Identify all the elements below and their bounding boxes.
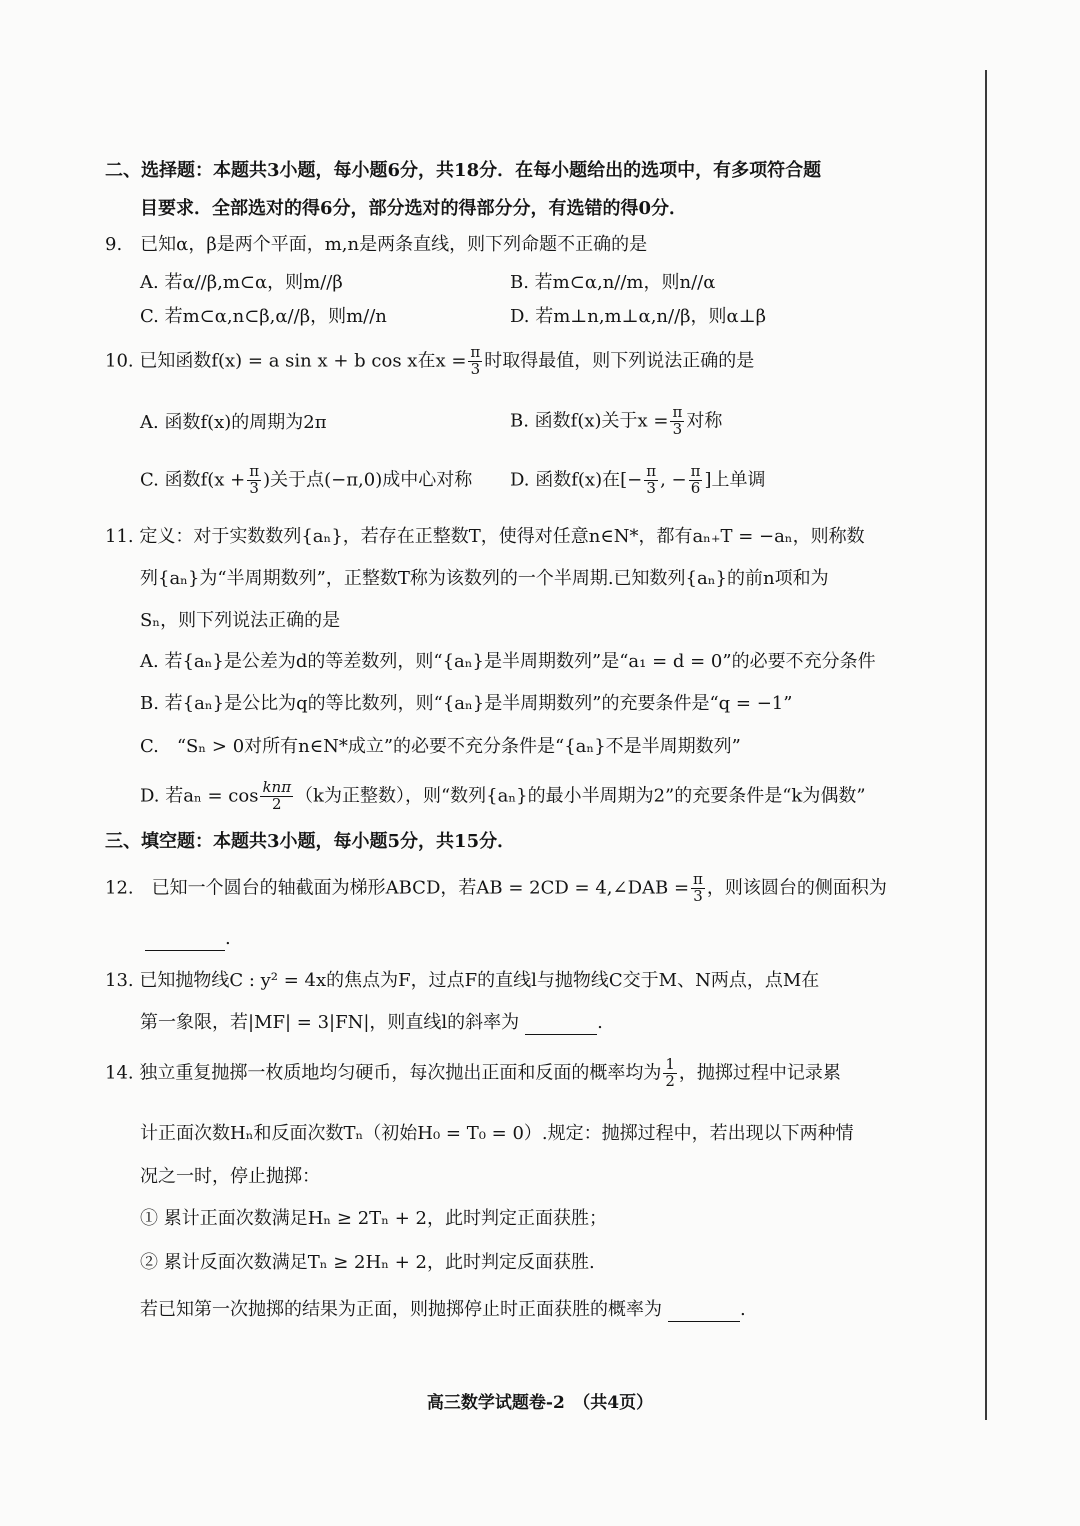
- frac-den: 3: [693, 886, 703, 905]
- frac-num: π: [690, 462, 701, 480]
- frac-num: 1: [665, 1055, 675, 1073]
- q14-condition-1: ① 累计正面次数满足Hₙ ≥ 2Tₙ + 2，此时判定正面获胜；: [140, 1208, 607, 1229]
- page-edge-line: [985, 70, 987, 1420]
- q14-condition-2: ② 累计反面次数满足Tₙ ≥ 2Hₙ + 2，此时判定反面获胜.: [140, 1252, 595, 1273]
- q10-option-a: A. 函数f(x)的周期为2π: [140, 412, 327, 433]
- frac-num: π: [470, 343, 481, 361]
- fraction-1-over-2: [663, 1057, 677, 1090]
- q11-line-2: 列{aₙ}为“半周期数列”，正整数T称为该数列的一个半周期.已知数列{aₙ}的前n项和为: [140, 568, 829, 589]
- q10-b-post: 对称: [686, 410, 723, 432]
- q10-b-pre: B. 函数f(x)关于x =: [510, 410, 669, 432]
- q13-line-1: 13. 已知抛物线C : y² = 4x的焦点为F，过点F的直线l与抛物线C交于M、N两点，点M在: [105, 970, 820, 991]
- q9-stem: 9. 已知α，β是两个平面，m,n是两条直线，则下列命题不正确的是: [105, 234, 648, 255]
- section-3-heading: 三、填空题：本题共3小题，每小题5分，共15分．: [105, 831, 516, 852]
- q11-option-b: B. 若{aₙ}是公比为q的等比数列，则“{aₙ}是半周期数列”的充要条件是“q = −1”: [140, 693, 793, 714]
- q14-end: .: [740, 1299, 746, 1320]
- q10-option-d: [510, 464, 765, 497]
- fraction-pi-over-3: [644, 464, 658, 497]
- fraction-pi-over-3: [670, 405, 684, 438]
- q12-stem: [105, 872, 887, 905]
- page-footer: 高三数学试题卷-2 （共4页）: [426, 1393, 654, 1413]
- q14-l1-pre: 14. 独立重复抛掷一枚质地均匀硬币，每次抛出正面和反面的概率均为: [105, 1062, 662, 1084]
- q10-c-post: )关于点(−π,0)成中心对称: [263, 469, 473, 491]
- q14-line-2: 计正面次数Hₙ和反面次数Tₙ（初始H₀ = T₀ = 0）.规定：抛掷过程中，若出现以下两种情: [140, 1123, 854, 1144]
- q11-d-pre: D. 若aₙ = cos: [140, 785, 259, 807]
- frac-den: 6: [690, 478, 701, 497]
- answer-blank[interactable]: [145, 928, 225, 951]
- q14-l1-post: ，抛掷过程中记录累: [678, 1062, 841, 1084]
- frac-den: 3: [672, 419, 683, 438]
- q10-stem-pre: 10. 已知函数f(x) = a sin x + b cos x在x =: [105, 350, 467, 372]
- q12-post: ，则该圆台的侧面积为: [706, 877, 887, 899]
- frac-num: π: [693, 870, 703, 888]
- q9-option-a: A. 若α//β,m⊂α，则m//β: [140, 272, 343, 293]
- q12-answer: [145, 928, 231, 951]
- frac-den: 3: [249, 478, 259, 497]
- frac-num: π: [646, 462, 657, 480]
- q12-pre: 12. 已知一个圆台的轴截面为梯形ABCD，若AB = 2CD = 4,∠DAB =: [105, 877, 690, 899]
- q10-stem: [105, 345, 754, 378]
- q11-option-c: C. “Sₙ > 0对所有n∈N*成立”的必要不充分条件是“{aₙ}不是半周期数列”: [140, 736, 741, 757]
- frac-num: π: [672, 403, 683, 421]
- q10-option-c: [140, 464, 472, 497]
- q13-l2-text: 第一象限，若|MF| = 3|FN|，则直线l的斜率为: [140, 1012, 520, 1033]
- q11-option-a: A. 若{aₙ}是公差为d的等差数列，则“{aₙ}是半周期数列”是“a₁ = d = 0”的必要不充分条件: [140, 651, 876, 672]
- section-2-instructions: 目要求．全部选对的得6分，部分选对的得部分分，有选错的得0分．: [140, 198, 688, 219]
- answer-blank[interactable]: [525, 1012, 597, 1035]
- q10-d-mid: , −: [660, 469, 687, 491]
- q14-line-6: [140, 1299, 746, 1322]
- q11-line-3: Sₙ，则下列说法正确的是: [140, 610, 341, 631]
- frac-den: 3: [470, 359, 481, 378]
- answer-blank[interactable]: [668, 1299, 740, 1322]
- q9-option-d: D. 若m⊥n,m⊥α,n//β，则α⊥β: [510, 306, 767, 327]
- q11-option-d: [140, 780, 866, 813]
- fraction-pi-over-6: [689, 464, 703, 497]
- frac-den: 2: [271, 794, 282, 813]
- q10-stem-post: 时取得最值，则下列说法正确的是: [484, 350, 755, 372]
- q12-end: .: [225, 928, 231, 949]
- frac-den: 3: [646, 478, 656, 497]
- q14-l6-text: 若已知第一次抛掷的结果为正面，则抛掷停止时正面获胜的概率为: [140, 1299, 662, 1320]
- q14-line-3: 况之一时，停止抛掷：: [140, 1166, 320, 1187]
- fraction-kn-pi-over-2: [260, 780, 293, 813]
- fraction-pi-over-3: [247, 464, 261, 497]
- fraction-pi-over-3: [691, 872, 705, 905]
- q11-line-1: 11. 定义：对于实数数列{aₙ}，若存在正整数T，使得对任意n∈N*，都有aₙ₊T = −aₙ，则称数: [105, 526, 865, 547]
- section-2-heading: 二、选择题：本题共3小题，每小题6分，共18分．在每小题给出的选项中，有多项符合题: [105, 160, 822, 181]
- q10-option-b: [510, 405, 722, 438]
- frac-num: π: [249, 462, 260, 480]
- q10-d-pre: D. 函数f(x)在[−: [510, 469, 643, 491]
- q13-line-2: [140, 1012, 603, 1035]
- q9-option-b: B. 若m⊂α,n//m，则n//α: [510, 272, 716, 293]
- q10-d-post: ]上单调: [704, 469, 766, 491]
- q13-end: .: [597, 1012, 603, 1033]
- frac-den: 2: [665, 1071, 675, 1090]
- q10-c-pre: C. 函数f(x +: [140, 469, 246, 491]
- fraction-pi-over-3: [468, 345, 482, 378]
- frac-num: knπ: [262, 778, 292, 796]
- q9-option-c: C. 若m⊂α,n⊂β,α//β，则m//n: [140, 306, 387, 327]
- q11-d-post: （k为正整数），则“数列{aₙ}的最小半周期为2”的充要条件是“k为偶数”: [295, 785, 866, 807]
- q14-line-1: [105, 1057, 841, 1090]
